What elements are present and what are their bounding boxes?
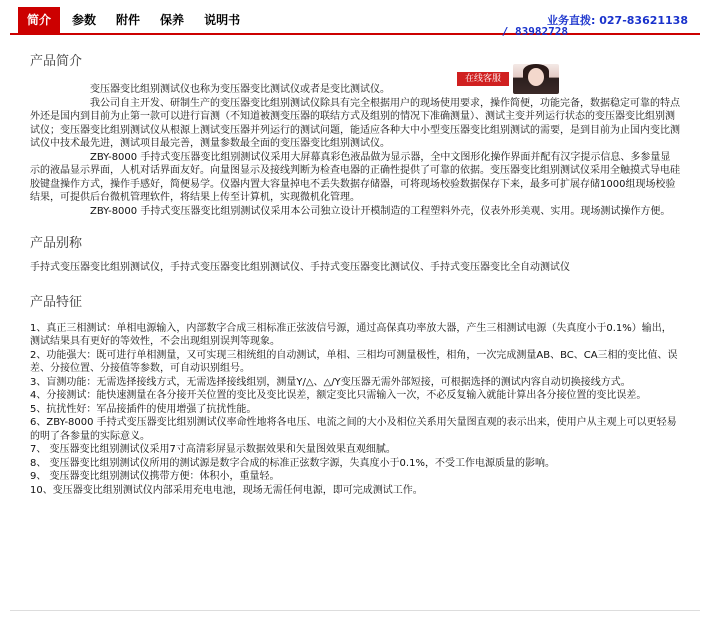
aliases-heading: 产品别称	[30, 236, 83, 251]
intro-paragraph-3: ZBY-8000 手持式变压器变比组别测试仪采用大屏幕真彩色液晶做为显示器，全中文图形化操作界面并配有汉字提示信息、多参量显示的液晶显示界面，人机对话界面友好。向量图显示及接线判断为检查电器的正确性提供了可靠的依据。变压器变比组别测试仪采用全触摸式导电硅胶键盘操作方式，操作手感好，简便易学。仪器内置大容量掉电不丢失数据存储器，可将现场校验数据保存下来，最多可扩展存储1000组现场校验结果，可提供后台微机管理软件，将结果上传至计算机，实现微机化管理。	[30, 151, 680, 203]
bottom-divider	[10, 610, 700, 611]
tab-list	[18, 7, 252, 33]
intro-paragraph-2: 我公司自主开发、研制生产的变压器变比组别测试仪除具有完全根据用户的现场使用要求，操作简便，功能完备，数据稳定可靠的特点外还是国内到目前为止第一款可以进行盲测（不知道被测变压器的联结方式及组别的情况下准确测量）、测试主变并列运行状态的变压器变比组别测试仪；变压器变比组别测试仪从根源上测试变压器并列运行的测试问题，能适应各种大中小型变压器变比组别测试的需要，是到目前为止国内变比测试仪中技术最先进，测试项目最完善，测量参数最全面的变压器变比组别测试仪。	[30, 97, 680, 149]
feature-item: 8、 变压器变比组别测试仪所用的测试源是数字合成的标准正弦数字源，失真度小于0.1%，不受工作电源质量的影响。	[30, 457, 555, 469]
hotline-line-2: / 83982728	[501, 25, 568, 38]
feature-item: 7、 变压器变比组别测试仪采用7寸高清彩屏显示数据效果和矢量图效果直观细腻。	[30, 444, 396, 455]
tab-accessories[interactable]: 附件	[116, 13, 141, 27]
online-service-label[interactable]: 在线客服	[457, 72, 509, 86]
tab-manual[interactable]: 说明书	[204, 13, 241, 27]
feature-item: 3、盲测功能：无需选择接线方式，无需选择接线组别，测量Y/△、△/Y变压器无需外部短接，可根据选择的测试内容自动切换接线方式。	[30, 376, 631, 388]
feature-item: 4、分接测试：能快速测量在各分接开关位置的变比及变比误差，额定变比只需输入一次，不必反复输入就能计算出各分接位置的变比误差。	[30, 390, 647, 401]
intro-paragraph-4: ZBY-8000 手持式变压器变比组别测试仪采用本公司独立设计开模制造的工程塑料外壳，仪表外形美观、实用。现场测试操作方便。	[90, 205, 671, 217]
feature-item: 2、功能强大：既可进行单相测量，又可实现三相统组的自动测试，单相、三相均可测量极性，相角，一次完成测量AB、BC、CA三相的变比值、误差、分接位置、分接值等参数，可自动识别组号。	[30, 349, 678, 374]
feature-item: 5、抗扰性好：军品接插件的使用增强了抗扰性能。	[30, 403, 257, 415]
tab-parameters[interactable]: 参数	[72, 13, 97, 27]
feature-item: 10、变压器变比组别测试仪内部采用充电电池，现场无需任何电源，即可完成测试工作。	[30, 484, 423, 496]
tab-bar	[10, 7, 700, 38]
hotline-line-1: 业务直拨: 027-83621138	[547, 14, 688, 27]
feature-item: 1、真正三相测试：单相电源输入，内部数字合成三相标准正弦波信号源，通过高保真功率放大器，产生三相测试电源（失真度小于0.1%）输出，测试结果具有更好的等效性，不会出现组别误判等现象。	[30, 322, 672, 347]
main-content	[30, 50, 680, 497]
intro-paragraph-1: 变压器变比组别测试仪也称为变压器变比测试仪或者是变比测试仪。	[90, 84, 390, 95]
feature-item: 6、ZBY-8000 手持式变压器变比组别测试仪率命性地将各电压、电流之间的大小及相位关系用矢量图直观的表示出来，使用户从主观上可以更轻易的明了各参量的实际意义。	[30, 417, 677, 442]
tab-maintenance[interactable]: 保养	[160, 13, 185, 27]
business-hotline	[501, 14, 688, 38]
tab-intro[interactable]: 简介	[18, 7, 60, 33]
aliases-text: 手持式变压器变比组别测试仪，手持式变压器变比组别测试仪、手持式变压器变比测试仪、手持式变压器变比全自动测试仪	[30, 262, 570, 273]
intro-heading: 产品简介	[30, 54, 83, 69]
features-heading: 产品特征	[30, 294, 83, 310]
feature-item: 9、 变压器变比组别测试仪携带方便：体积小，重量轻。	[30, 471, 280, 482]
